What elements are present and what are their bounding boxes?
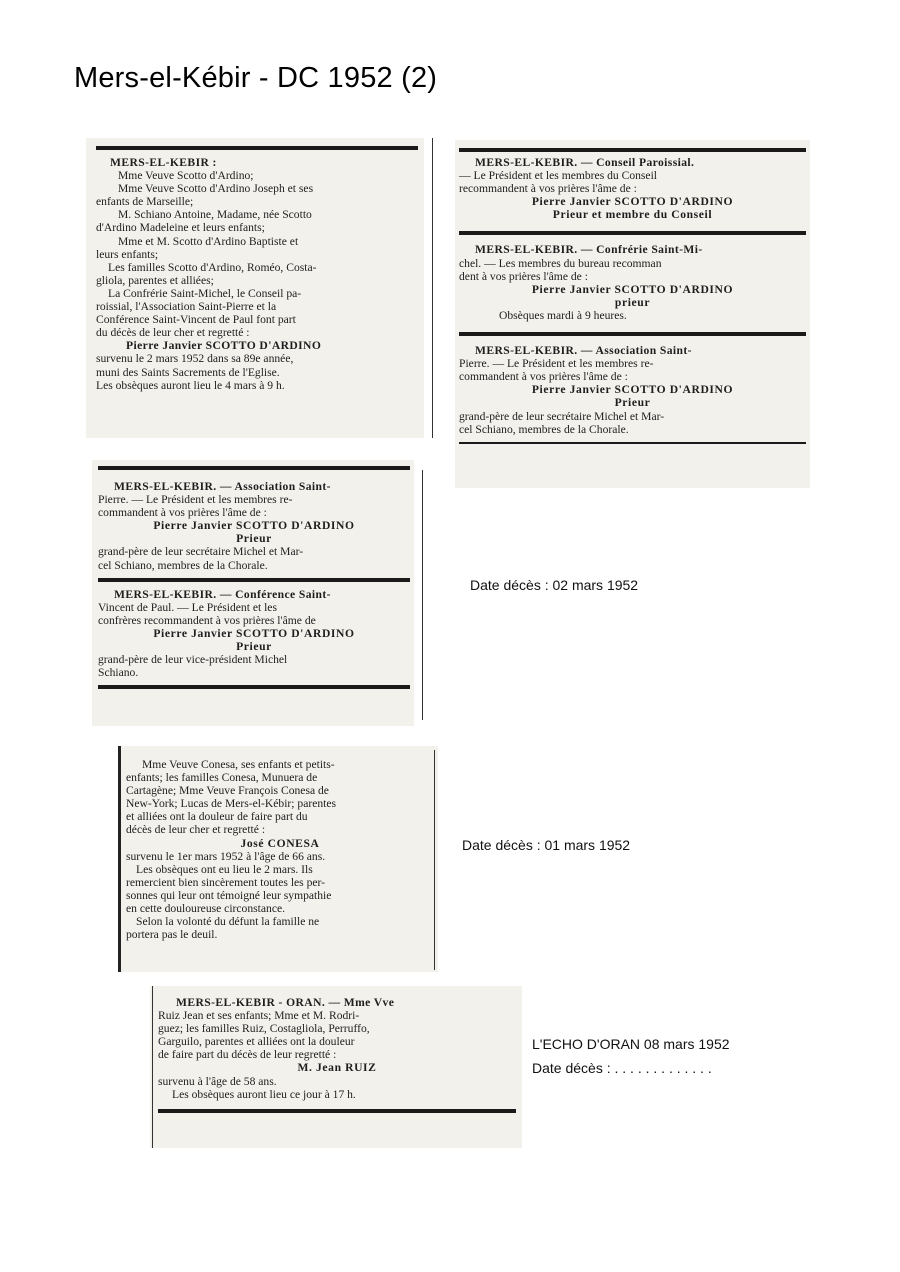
clipping-line: sonnes qui leur ont témoigné leur sympathie [126, 888, 332, 902]
clipping-line: MERS-EL-KEBIR : [110, 156, 217, 169]
clipping-line: MERS-EL-KEBIR - ORAN. — Mme Vve [176, 996, 395, 1009]
clipping-line: Selon la volonté du défunt la famille ne [136, 915, 320, 929]
clipping-line: recommandent à vos prières l'âme de : [459, 182, 637, 196]
clipping-line: Prieur et membre du Conseil [552, 208, 713, 222]
clipping-rule [459, 148, 806, 152]
clipping-line: prieur [614, 295, 651, 309]
deceased-name: José CONESA [240, 836, 320, 850]
clipping-line: grand-père de leur vice-président Michel [98, 653, 288, 667]
clipping-line: remercient bien sincèrement toutes les per- [126, 875, 326, 889]
clipping-line: Vincent de Paul. — Le Président et les [98, 600, 277, 614]
column-rule [422, 470, 423, 720]
obituary-clipping-conesa [118, 746, 438, 972]
clipping-rule [158, 1109, 516, 1113]
clipping-line: chel. — Les membres du bureau recomman [459, 256, 662, 270]
clipping-line: dent à vos prières l'âme de : [459, 269, 588, 283]
death-date-note: Date décès : 02 mars 1952 [470, 577, 639, 593]
obituary-clipping-associations [455, 140, 810, 488]
clipping-line: MERS-EL-KEBIR. — Conseil Paroissial. [475, 156, 695, 169]
column-rule [118, 746, 121, 972]
clipping-line: d'Ardino Madeleine et leurs enfants; [96, 221, 265, 235]
clipping-rule [98, 685, 410, 689]
clipping-line: commandent à vos prières l'âme de : [98, 506, 267, 520]
clipping-line: confrères recommandent à vos prières l'âme de [98, 613, 316, 627]
clipping-line: commandent à vos prières l'âme de : [459, 370, 628, 384]
obituary-clipping-scotto-dardino-family [86, 138, 424, 438]
deceased-name: M. Jean RUIZ [297, 1061, 377, 1075]
deceased-name: Pierre Janvier SCOTTO D'ARDINO [531, 383, 734, 397]
clipping-line: New-York; Lucas de Mers-el-Kébir; parentes [126, 797, 337, 811]
clipping-rule [459, 332, 806, 336]
clipping-line: Les obsèques auront lieu le 4 mars à 9 h. [96, 378, 285, 392]
clipping-rule [459, 231, 806, 235]
clipping-rule [98, 578, 410, 582]
deceased-name: Pierre Janvier SCOTTO D'ARDINO [126, 339, 322, 353]
obituary-clipping-ruiz [150, 986, 522, 1148]
clipping-line: Garguilo, parentes et alliées ont la douleur [158, 1035, 355, 1049]
clipping-line: roissial, l'Association Saint-Pierre et la [96, 300, 277, 314]
clipping-line: de faire part du décès de leur regretté : [158, 1048, 337, 1062]
clipping-line: Schiano. [98, 666, 139, 680]
clipping-line: Ruiz Jean et ses enfants; Mme et M. Rodri- [158, 1009, 360, 1023]
death-date-note: Date décès : 01 mars 1952 [462, 837, 631, 853]
clipping-line: survenu le 1er mars 1952 à l'âge de 66 ans. [126, 849, 326, 863]
clipping-line: Mme et M. Scotto d'Ardino Baptiste et [118, 234, 299, 248]
clipping-line: enfants; les familles Conesa, Munuera de [126, 771, 318, 785]
clipping-line: gliola, parentes et alliées; [96, 273, 214, 287]
clipping-line: grand-père de leur secrétaire Michel et Mar- [459, 409, 665, 423]
column-rule [432, 138, 433, 438]
clipping-line: et alliées ont la douleur de faire part du [126, 810, 308, 824]
clipping-line: muni des Saints Sacrements de l'Eglise. [96, 365, 280, 379]
clipping-line: Cartagène; Mme Veuve François Conesa de [126, 784, 329, 798]
clipping-line: Conférence Saint-Vincent de Paul font part [96, 313, 296, 327]
clipping-line: enfants de Marseille; [96, 195, 194, 209]
clipping-rule [459, 442, 806, 444]
clipping-line: Les obsèques auront lieu ce jour à 17 h. [172, 1087, 356, 1101]
deceased-name: Pierre Janvier SCOTTO D'ARDINO [153, 519, 355, 533]
clipping-line: cel Schiano, membres de la Chorale. [98, 558, 268, 572]
clipping-line: cel Schiano, membres de la Chorale. [459, 422, 629, 436]
clipping-line: MERS-EL-KEBIR. — Association Saint- [475, 344, 692, 358]
clipping-line: survenu à l'âge de 58 ans. [158, 1074, 277, 1088]
clipping-line: MERS-EL-KEBIR. — Association Saint- [114, 480, 331, 493]
clipping-line: M. Schiano Antoine, Madame, née Scotto [118, 208, 312, 222]
column-rule [434, 750, 435, 970]
clipping-line: MERS-EL-KEBIR. — Conférence Saint- [114, 587, 331, 601]
deceased-name: Pierre Janvier SCOTTO D'ARDINO [531, 282, 734, 296]
clipping-line: portera pas le deuil. [126, 928, 218, 942]
obituary-clipping-saint-pierre-saint-vincent [92, 460, 414, 726]
clipping-line: survenu le 2 mars 1952 dans sa 89e année, [96, 352, 294, 366]
column-rule [152, 986, 153, 1148]
page-title: Mers-el-Kébir - DC 1952 (2) [74, 62, 438, 94]
clipping-rule [96, 146, 418, 150]
clipping-line: Mme Veuve Scotto d'Ardino Joseph et ses [118, 182, 314, 196]
clipping-line: Pierre. — Le Président et les membres re- [459, 357, 654, 371]
clipping-line: La Confrérie Saint-Michel, le Conseil pa- [108, 286, 302, 300]
clipping-line: Mme Veuve Scotto d'Ardino; [118, 169, 254, 183]
clipping-line: Les obsèques ont eu lieu le 2 mars. Ils [136, 862, 313, 876]
deceased-name: Pierre Janvier SCOTTO D'ARDINO [153, 626, 355, 640]
clipping-line: Mme Veuve Conesa, ses enfants et petits- [142, 758, 335, 771]
deceased-name: Pierre Janvier SCOTTO D'ARDINO [531, 195, 734, 209]
clipping-rule [98, 466, 410, 470]
clipping-line: Prieur [236, 640, 272, 654]
clipping-line: du décès de leur cher et regretté : [96, 326, 250, 340]
clipping-line: MERS-EL-KEBIR. — Confrérie Saint-Mi- [475, 243, 703, 257]
clipping-line: Pierre. — Le Président et les membres re- [98, 493, 293, 507]
clipping-line: décès de leur cher et regretté : [126, 823, 266, 837]
clipping-line: Obsèques mardi à 9 heures. [499, 308, 627, 322]
clipping-line: — Le Président et les membres du Conseil [459, 169, 658, 183]
clipping-line: guez; les familles Ruiz, Costagliola, Perruffo, [158, 1022, 370, 1036]
clipping-line: Prieur [236, 532, 272, 546]
newspaper-source-note: L'ECHO D'ORAN 08 mars 1952 [532, 1036, 730, 1052]
clipping-line: Les familles Scotto d'Ardino, Roméo, Costa- [108, 260, 317, 274]
death-date-note: Date décès : . . . . . . . . . . . . . [532, 1060, 712, 1076]
clipping-line: Prieur [614, 396, 651, 410]
clipping-line: leurs enfants; [96, 247, 159, 261]
clipping-line: en cette douloureuse circonstance. [126, 902, 286, 916]
clipping-line: grand-père de leur secrétaire Michel et Mar- [98, 545, 304, 559]
